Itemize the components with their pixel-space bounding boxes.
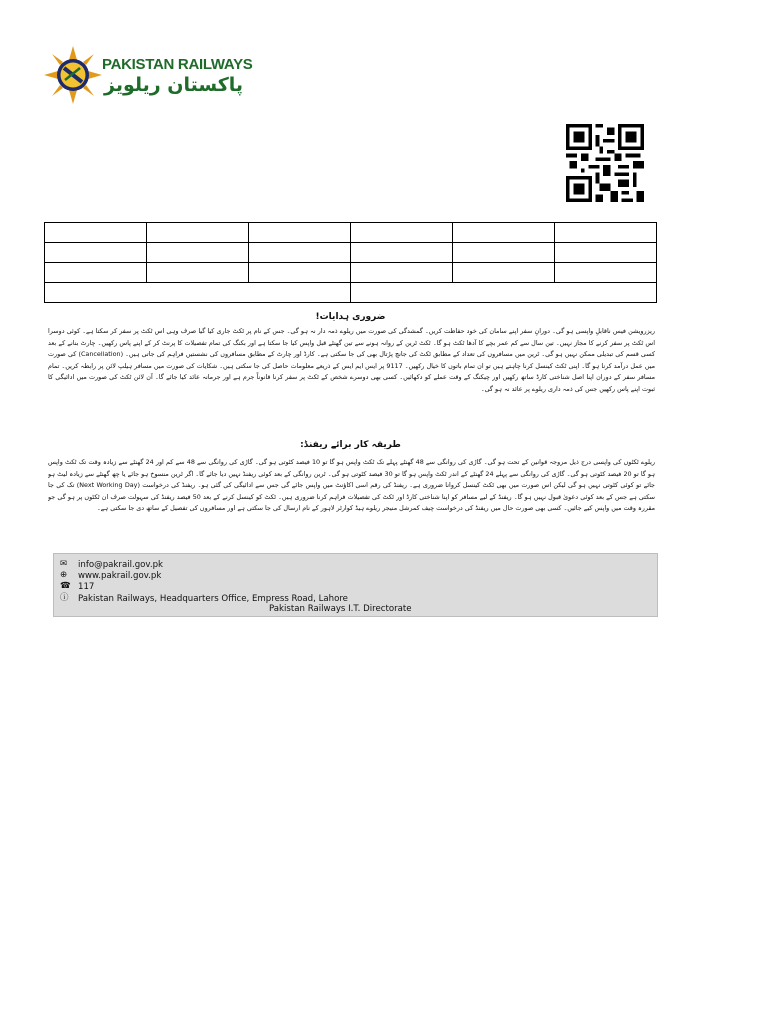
brand-name-urdu: پاکستان ریلویز	[104, 74, 244, 96]
contact-info-box	[53, 553, 658, 617]
table-cell	[453, 243, 555, 263]
qr-code-icon	[566, 124, 644, 202]
railways-emblem-icon	[44, 46, 102, 104]
table-cell	[249, 263, 351, 283]
contact-phone-row	[60, 581, 94, 592]
table-cell	[453, 223, 555, 243]
table-cell	[45, 263, 147, 283]
instructions-paragraph: ریزرویشن فیس ناقابلِ واپسی ہو گی۔ دورانِ سفر اپنے سامان کی خود حفاظت کریں۔ گمشدگی کی صورت میں ریلوے ذمہ دار نہ ہو گی۔ جس کے نام پر ٹکٹ جاری کیا گیا صرف وہی اس ٹکٹ پر سفر کر سکتا ہے۔ کوئی دوسرا اس ٹکٹ پر سفر کرنے کا مجاز نہیں۔ تین سال سے کم عمر بچے کا آدھا ٹکٹ ہو گا۔ ٹکٹ ٹرین کے روانہ ہونے سے تین گھنٹے قبل واپس کیا جا سکتا ہے اور بکنگ کی تمام تفصیلات کا پرنٹ کر کے اپنے پاس رکھیں۔ چارٹ بنانے کے بعد کسی قسم کی تبدیلی ممکن نہیں ہو گی۔ ٹرین میں مسافروں کی تعداد کے مطابق ٹکٹ کی جانچ پڑتال بھی کی جا سکتی ہے۔ کارڈ اور چارٹ کے مطابق مسافروں کی نشستیں فراہم کی جاتی ہیں۔ (Cancellation) کی صورت میں عمل درآمد کرنا ہو گا۔ اپنی ٹکٹ کینسل کرنا چاہتے ہیں تو ان تمام باتوں کا خیال رکھیں۔ 9117 پر ایس ایم ایس کے ذریعے معلومات حاصل کی جا سکتی ہیں۔ شکایات کی صورت میں مسافر ہیلپ لائن پر رابطہ کریں۔ تمام مسافر سفر کے دوران اپنا اصل شناختی کارڈ ساتھ رکھیں اور چیکنگ کے وقت عملے کو دکھائیں۔ کسی بھی دوسرے شخص کے ٹکٹ پر سفر کرنا قانوناً جرم ہے اور جرمانہ عائد کیا جائے گا۔ آن لائن ٹکٹ کی صورت میں ادائیگی کا ثبوت اپنے پاس رکھیں جس کی ذمہ داری ریلوے پر عائد نہ ہو گی۔	[48, 327, 655, 393]
table-cell	[45, 243, 147, 263]
table-cell	[147, 263, 249, 283]
ticket-details-table	[44, 222, 657, 303]
table-cell	[249, 243, 351, 263]
pakistan-railways-logo	[44, 46, 253, 110]
table-cell	[147, 223, 249, 243]
contact-phone: 117	[78, 581, 95, 592]
table-cell	[351, 243, 453, 263]
table-cell	[45, 223, 147, 243]
brand-name-english: PAKISTAN RAILWAYS	[102, 56, 253, 73]
envelope-icon: ✉	[60, 559, 68, 569]
instructions-heading: ضروری ہدایات!	[315, 312, 386, 322]
table-cell	[555, 223, 657, 243]
table-cell	[45, 283, 351, 303]
table-row	[45, 243, 657, 263]
table-cell	[555, 243, 657, 263]
table-row	[45, 223, 657, 243]
contact-website-row	[60, 570, 161, 581]
refund-heading: طریقہ کار برائے ریفنڈ:	[300, 440, 401, 450]
contact-address-row	[60, 593, 348, 604]
contact-email-row	[60, 559, 163, 570]
table-row	[45, 283, 657, 303]
phone-icon: ☎	[60, 581, 71, 591]
refund-paragraph: ریلوے ٹکٹوں کی واپسی درج ذیل مروجہ قوانین کے تحت ہو گی۔ گاڑی کی روانگی سے 48 گھنٹے پہلے تک ٹکٹ واپس ہو گا تو 10 فیصد کٹوتی ہو گی۔ گاڑی کی روانگی سے 48 سے کم اور 24 گھنٹے سے زیادہ وقت تک ٹکٹ واپس ہو گا تو 20 فیصد کٹوتی ہو گی۔ گاڑی کی روانگی سے پہلے 24 گھنٹے کے اندر ٹکٹ واپس ہو گا تو 30 فیصد کٹوتی ہو گی۔ ٹرین روانگی کے بعد کوئی ریفنڈ نہیں دیا جائے گا۔ اگر ٹرین منسوخ ہو جائے یا چھ گھنٹے سے زیادہ لیٹ ہو جائے تو کوئی کٹوتی نہیں ہو گی لیکن اس صورت میں بھی ٹکٹ کینسل کروانا ضروری ہے۔ ریفنڈ کی رقم اسی اکاؤنٹ میں واپس جائے گی جس سے ادائیگی کی گئی ہو۔ ریفنڈ کی درخواست (Next Working Day) تک کی جا سکتی ہے جس کے بعد کوئی دعویٰ قبول نہیں ہو گا۔ ریفنڈ کے لیے مسافر کو اپنا شناختی کارڈ اور ٹکٹ کی تفصیلات فراہم کرنا ضروری ہیں۔ ٹکٹ کو کینسل کرنے کے بعد 50 فیصد ریفنڈ کی سہولت صرف ان ٹکٹوں پر ہو گی جو مقررہ وقت میں واپس کیے جائیں۔ کسی بھی صورت حال میں ریفنڈ کی درخواست چیف کمرشل منیجر ریلوے ہیڈ کوارٹر لاہور کے نام ارسال کی جا سکتی ہے اور مسافروں کی تفصیل کے ساتھ دی جا سکتی ہے۔	[48, 458, 655, 513]
table-cell	[147, 243, 249, 263]
table-cell	[351, 223, 453, 243]
contact-email[interactable]: info@pakrail.gov.pk	[78, 559, 164, 570]
table-row	[45, 263, 657, 283]
table-cell	[351, 263, 453, 283]
table-cell	[453, 263, 555, 283]
it-directorate-label: Pakistan Railways I.T. Directorate	[269, 604, 412, 614]
table-cell	[249, 223, 351, 243]
table-cell	[555, 263, 657, 283]
table-cell	[351, 283, 657, 303]
globe-icon: ⊕	[60, 570, 68, 580]
contact-address: Pakistan Railways, Headquarters Office, Empress Road, Lahore	[78, 593, 348, 604]
contact-website[interactable]: www.pakrail.gov.pk	[78, 570, 162, 581]
info-icon: ⓘ	[60, 593, 69, 603]
